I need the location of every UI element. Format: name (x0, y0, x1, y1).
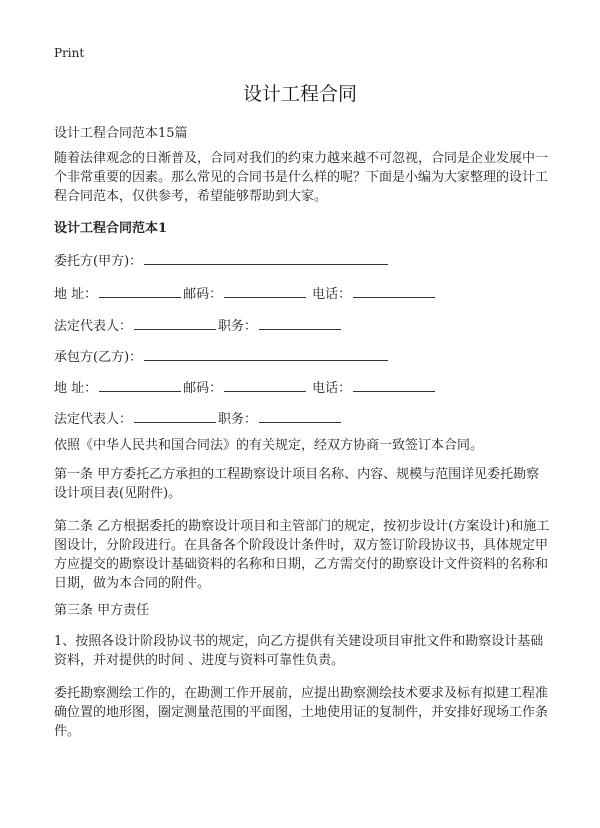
party-a-blank[interactable] (144, 252, 388, 265)
party-b-phone-label: 电话： (312, 381, 352, 396)
party-a-address-blank[interactable] (99, 285, 181, 298)
party-b-rep-blank[interactable] (134, 410, 216, 423)
party-a-phone-label: 电话： (312, 287, 352, 302)
party-a-address-label: 地 址： (54, 287, 98, 302)
party-a-postcode-label: 邮码： (183, 287, 223, 302)
print-link[interactable]: Print (54, 46, 85, 60)
basis-paragraph: 依照《中华人民共和国合同法》的有关规定，经双方协商一致签订本合同。 (54, 438, 484, 453)
party-a-postcode-blank[interactable] (224, 285, 306, 298)
party-a-contact-row (54, 283, 437, 302)
party-a-title-blank[interactable] (259, 317, 341, 330)
document-title: 设计工程合同 (242, 83, 357, 105)
party-b-address-blank[interactable] (99, 379, 181, 392)
party-a-rep-row (54, 315, 343, 334)
party-a-phone-blank[interactable] (353, 285, 435, 298)
party-b-rep-row (54, 408, 343, 427)
party-b-rep-label: 法定代表人： (54, 412, 133, 427)
party-b-row (54, 346, 390, 365)
party-b-contact-row (54, 377, 437, 396)
article-3-heading: 第三条 甲方责任 (54, 603, 150, 618)
party-a-title-label: 职务： (218, 319, 258, 334)
party-b-label: 承包方(乙方)： (54, 350, 143, 365)
party-b-phone-blank[interactable] (353, 379, 435, 392)
party-a-rep-label: 法定代表人： (54, 319, 133, 334)
intro-paragraph: 随着法律观念的日渐普及，合同对我们的约束力越来越不可忽视，合同是企业发展中一个非常重要的因素。那么常见的合同书是什么样的呢？下面是小编为大家整理的设计工程合同范本，仅供参考，希望能够帮助到大家。 (54, 151, 549, 204)
party-b-title-blank[interactable] (259, 410, 341, 423)
party-a-row (54, 250, 390, 269)
party-b-postcode-label: 邮码： (183, 381, 223, 396)
article-3-item-1: 1、按照各设计阶段协议书的规定，向乙方提供有关建设项目审批文件和勘察设计基础资料，并对提供的时间 、进度与资料可靠性负责。 (54, 634, 544, 668)
party-b-address-label: 地 址： (54, 381, 98, 396)
party-b-title-label: 职务： (218, 412, 258, 427)
section-heading: 设计工程合同范本1 (54, 221, 168, 236)
document-subtitle: 设计工程合同范本15篇 (54, 126, 188, 141)
article-3-item-2: 委托勘察测绘工作的，在勘测工作开展前，应提出勘察测绘技术要求及标有拟建工程准确位置的地形图，圈定测量范围的平面图，土地使用证的复制件，并安排好现场工作条件。 (54, 686, 549, 739)
party-b-postcode-blank[interactable] (224, 379, 306, 392)
party-b-blank[interactable] (144, 348, 388, 361)
article-2-paragraph: 第二条 乙方根据委托的勘察设计项目和主管部门的规定，按初步设计(方案设计)和施工图设计，分阶段进行。在具备各个阶段设计条件时，双方签订阶段协议书，具体规定甲方应提交的勘察设计基础资料的名称和日期，乙方需交付的勘察设计文件资料的名称和日期，做为本合同的附件。 (54, 519, 550, 591)
party-a-label: 委托方(甲方)： (54, 254, 143, 269)
article-1-paragraph: 第一条 甲方委托乙方承担的工程勘察设计项目名称、内容、规模与范围详见委托勘察设计项目表(见附件)。 (54, 467, 540, 501)
party-a-rep-blank[interactable] (134, 317, 216, 330)
